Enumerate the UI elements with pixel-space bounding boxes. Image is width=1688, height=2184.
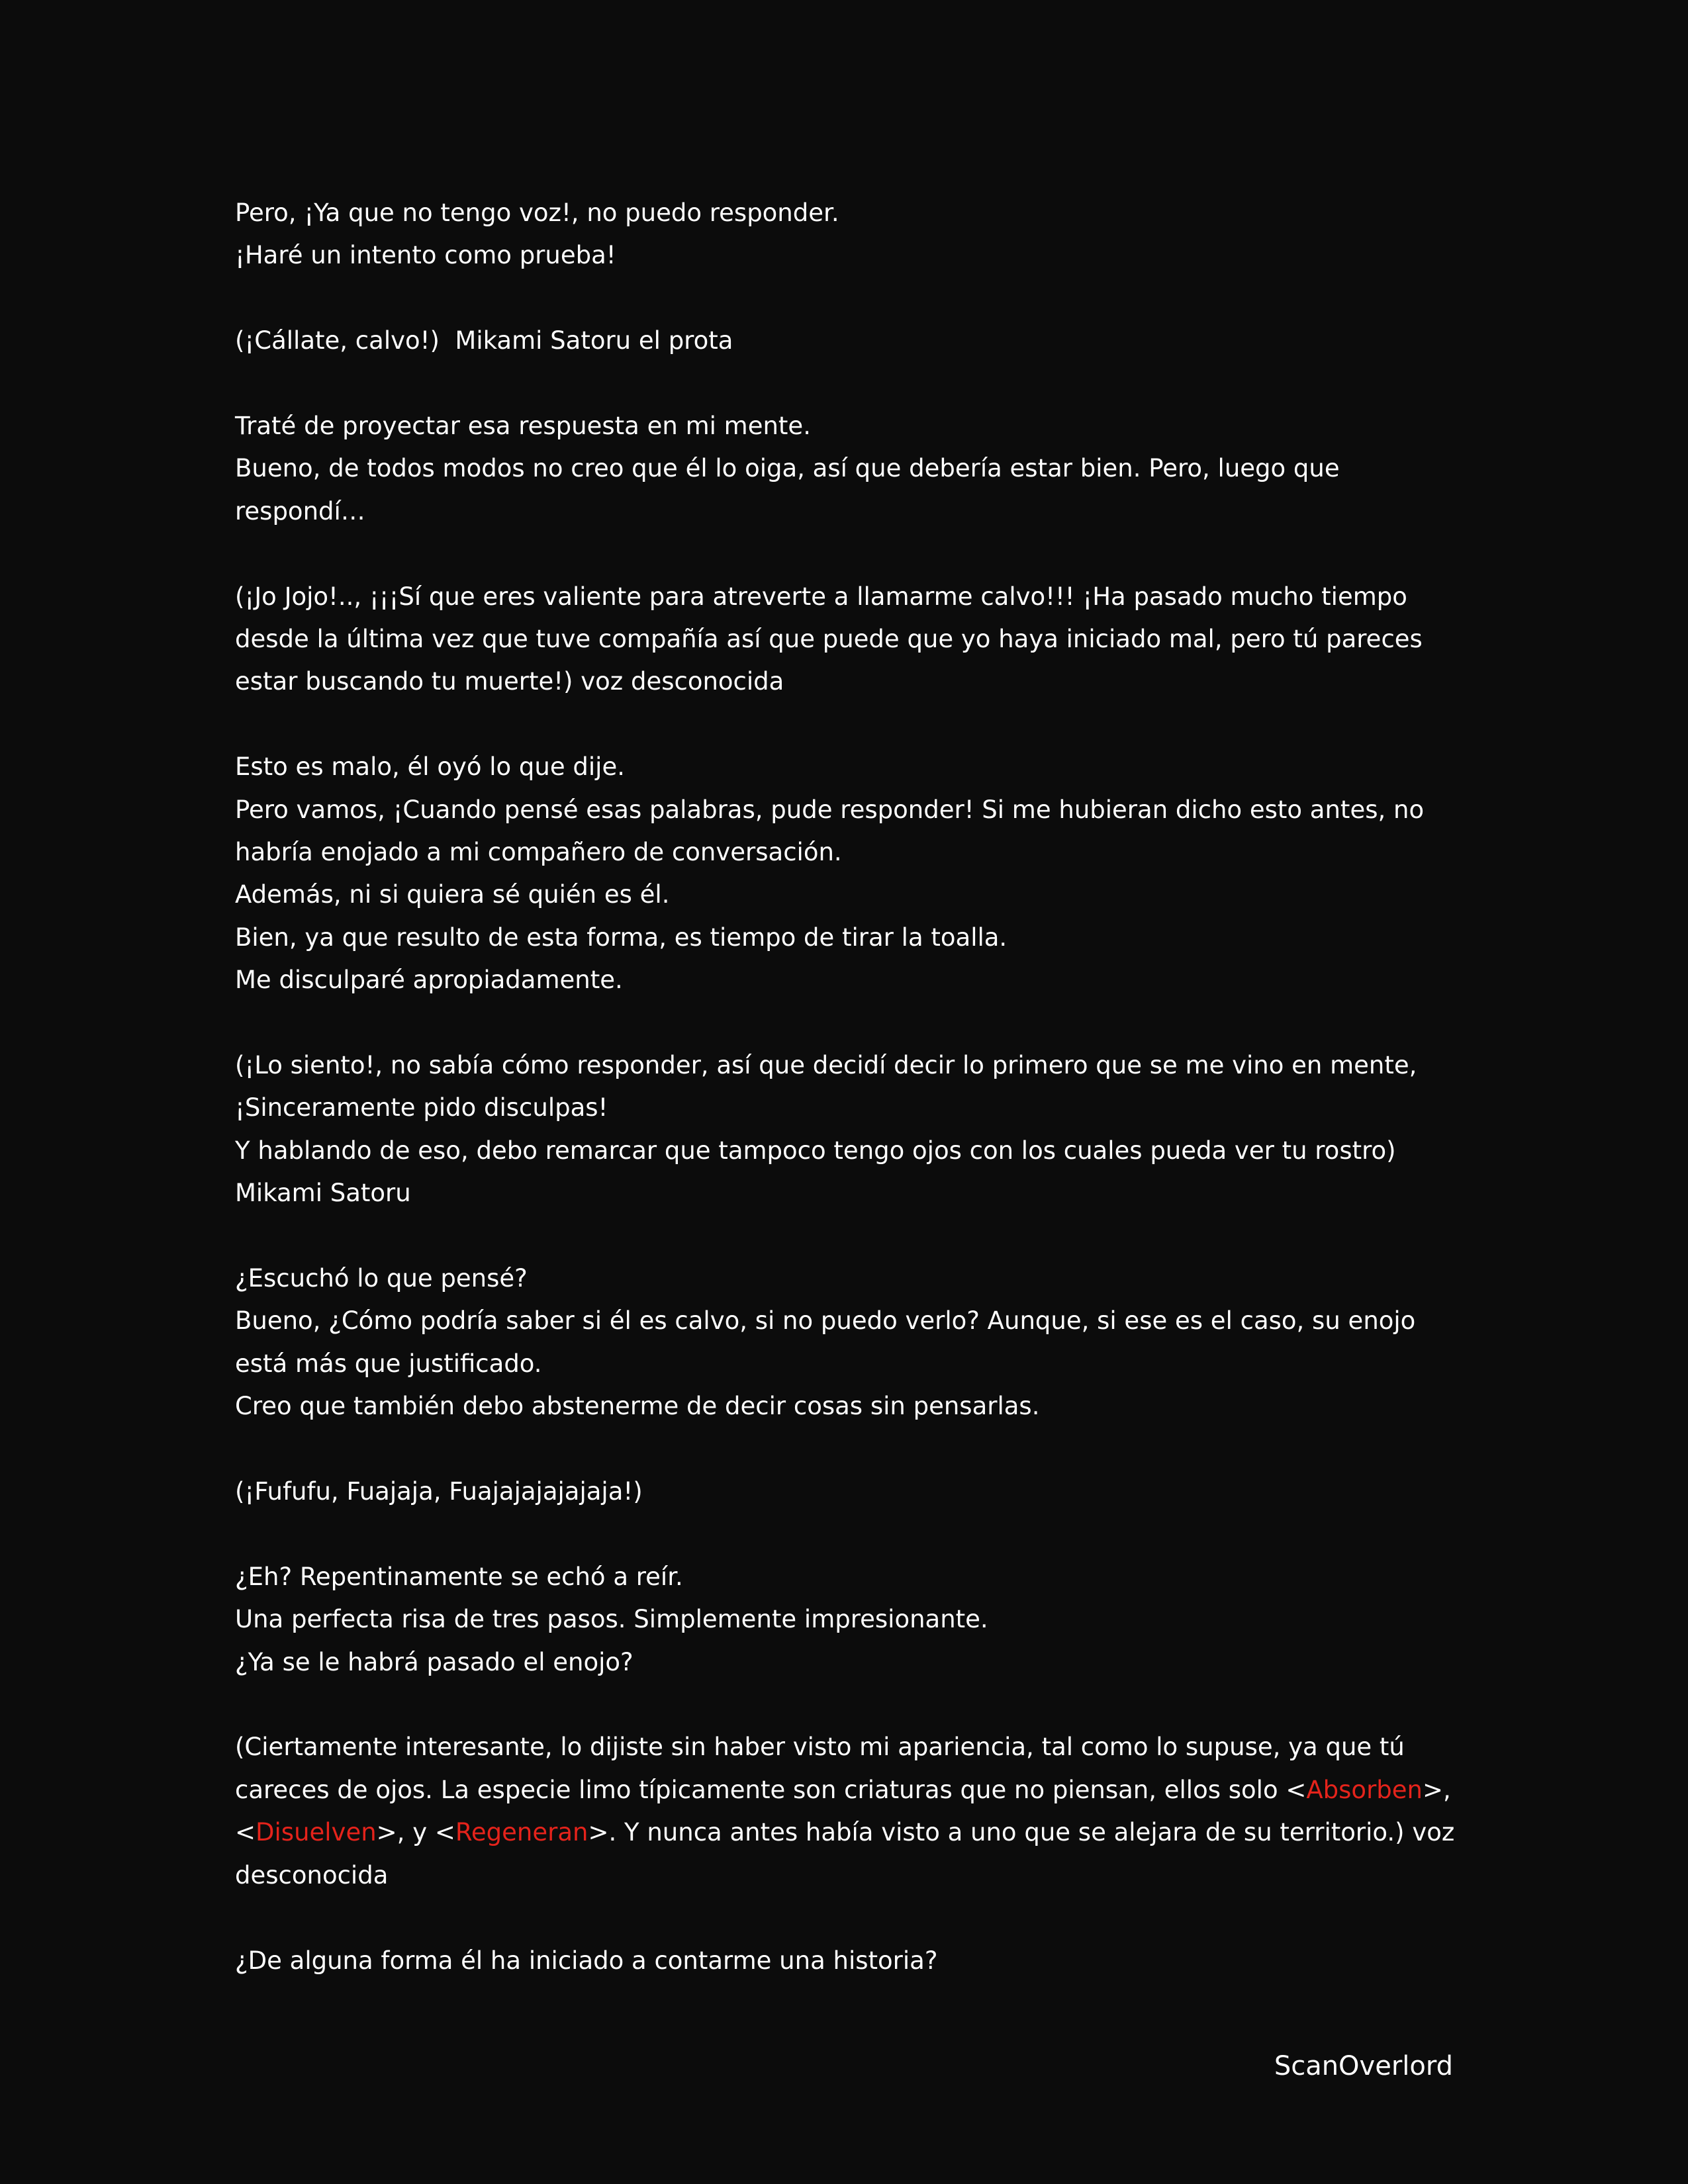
document-body bbox=[235, 192, 1460, 2025]
footer-credit: ScanOverlord bbox=[1274, 2051, 1453, 2081]
text-line: ¿De alguna forma él ha iniciado a contarme una historia? bbox=[235, 1946, 938, 1975]
text-line bbox=[235, 1811, 1460, 1854]
highlighted-term-absorben: Absorben bbox=[1306, 1775, 1423, 1804]
text-segment: careces de ojos. La especie limo típicamente son criaturas que no piensan, ellos solo < bbox=[235, 1775, 1307, 1804]
highlighted-term-disuelven: Disuelven bbox=[256, 1818, 377, 1847]
text-line bbox=[235, 1769, 1460, 1811]
text-line: Esto es malo, él oyó lo que dije. bbox=[235, 752, 625, 782]
text-line: Pero, ¡Ya que no tengo voz!, no puedo responder. bbox=[235, 199, 839, 227]
text-line: desconocida bbox=[235, 1860, 389, 1889]
text-line: Creo que también debo abstenerme de decir cosas sin pensarlas. bbox=[235, 1392, 1040, 1421]
text-line: respondí… bbox=[235, 496, 365, 525]
text-line: (Ciertamente interesante, lo dijiste sin haber visto mi apariencia, tal como lo supuse, ya que tú bbox=[235, 1733, 1405, 1762]
paragraph bbox=[235, 576, 1460, 704]
text-line: (¡Lo siento!, no sabía cómo responder, así que decidí decir lo primero que se me vino en mente, bbox=[235, 1051, 1417, 1080]
paragraph bbox=[235, 746, 1460, 1001]
text-line: desde la última vez que tuve compañía así que puede que yo haya iniciado mal, pero tú pareces bbox=[235, 625, 1423, 654]
text-line: Mikami Satoru bbox=[235, 1179, 411, 1208]
text-line: Pero vamos, ¡Cuando pensé esas palabras, pude responder! Si me hubieran dicho esto antes, no bbox=[235, 795, 1425, 824]
paragraph bbox=[235, 1044, 1460, 1215]
text-line: (¡Jo Jojo!.., ¡¡¡Sí que eres valiente para atreverte a llamarme calvo!!! ¡Ha pasado mucho tiempo bbox=[235, 582, 1407, 611]
text-line: Bueno, de todos modos no creo que él lo oiga, así que debería estar bien. Pero, luego que bbox=[235, 454, 1340, 483]
text-line: Una perfecta risa de tres pasos. Simplemente impresionante. bbox=[235, 1605, 988, 1634]
text-segment: >, bbox=[1422, 1775, 1451, 1804]
text-line: ¿Escuchó lo que pensé? bbox=[235, 1264, 528, 1293]
paragraph bbox=[235, 320, 1460, 362]
text-segment: >, y < bbox=[376, 1818, 455, 1847]
text-line: ¿Eh? Repentinamente se echó a reír. bbox=[235, 1562, 683, 1591]
text-line: Y hablando de eso, debo remarcar que tampoco tengo ojos con los cuales pueda ver tu rostro) bbox=[235, 1136, 1396, 1165]
paragraph bbox=[235, 1556, 1460, 1684]
highlighted-term-regeneran: Regeneran bbox=[455, 1818, 588, 1847]
text-line: está más que justificado. bbox=[235, 1349, 542, 1378]
text-line: (¡Fufufu, Fuajaja, Fuajajajajajaja!) bbox=[235, 1477, 643, 1506]
paragraph-list bbox=[235, 192, 1460, 1684]
text-line: ¿Ya se le habrá pasado el enojo? bbox=[235, 1647, 633, 1676]
text-line: Bueno, ¿Cómo podría saber si él es calvo, si no puedo verlo? Aunque, si ese es el caso, su enojo bbox=[235, 1306, 1416, 1336]
text-line: estar buscando tu muerte!) voz desconocida bbox=[235, 667, 784, 696]
text-line: ¡Haré un intento como prueba! bbox=[235, 241, 616, 270]
text-line: Me disculparé apropiadamente. bbox=[235, 966, 623, 995]
text-line: (¡Cállate, calvo!) Mikami Satoru el prota bbox=[235, 326, 733, 355]
text-line: Bien, ya que resulto de esta forma, es tiempo de tirar la toalla. bbox=[235, 923, 1008, 952]
text-segment: < bbox=[235, 1818, 256, 1847]
text-line: Traté de proyectar esa respuesta en mi mente. bbox=[235, 412, 811, 440]
paragraph bbox=[235, 405, 1460, 533]
paragraph-highlighted bbox=[235, 1726, 1460, 1897]
paragraph-last bbox=[235, 1940, 1460, 1982]
text-line: ¡Sinceramente pido disculpas! bbox=[235, 1093, 608, 1122]
text-segment: >. Y nunca antes había visto a uno que se alejara de su territorio.) voz bbox=[588, 1818, 1455, 1847]
text-line: habría enojado a mi compañero de conversación. bbox=[235, 838, 842, 867]
paragraph bbox=[235, 1257, 1460, 1428]
paragraph bbox=[235, 1471, 1460, 1513]
paragraph bbox=[235, 192, 1460, 277]
text-line: Además, ni si quiera sé quién es él. bbox=[235, 880, 670, 909]
